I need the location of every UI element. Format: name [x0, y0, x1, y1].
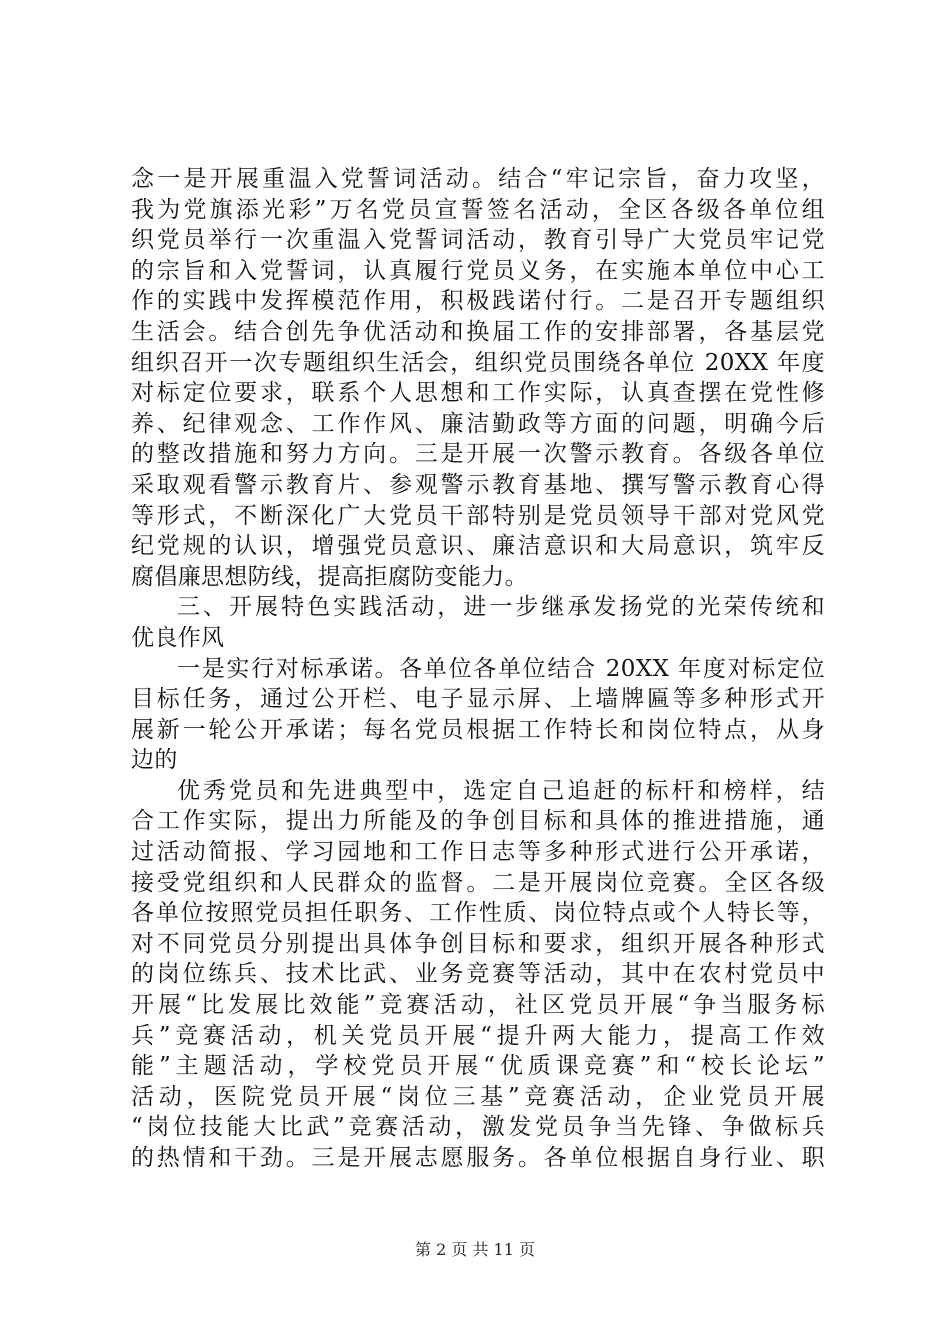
- text-line: 展新一轮公开承诺；每名党员根据工作特长和岗位特点，从身: [131, 716, 825, 743]
- text-line: 我为党旗添光彩”万名党员宣誓签名活动，全区各级各单位组: [131, 196, 825, 223]
- text-line: 对标定位要求，联系个人思想和工作实际，认真查摆在党性修: [131, 380, 825, 407]
- text-line: 合工作实际，提出力所能及的争创目标和具体的推进措施，通: [131, 808, 825, 835]
- section-heading-line: 三、开展特色实践活动，进一步继承发扬党的光荣传统和: [177, 594, 825, 621]
- text-line: 的整改措施和努力方向。三是开展一次警示教育。各级各单位: [131, 441, 825, 468]
- text-line: 接受党组织和人民群众的监督。二是开展岗位竞赛。全区各级: [131, 869, 825, 896]
- text-line: 活动，医院党员开展“岗位三基”竞赛活动，企业党员开展: [131, 1083, 825, 1110]
- text-line: 纪党规的认识，增强党员意识、廉洁意识和大局意识，筑牢反: [131, 533, 825, 560]
- text-line: 的热情和干劲。三是开展志愿服务。各单位根据自身行业、职: [131, 1145, 825, 1171]
- body-text: [131, 164, 825, 1174]
- text-line: 的岗位练兵、技术比武、业务竞赛等活动，其中在农村党员中: [131, 961, 825, 988]
- text-line: 过活动简报、学习园地和工作日志等多种形式进行公开承诺，: [131, 839, 825, 866]
- text-line: 能”主题活动，学校党员开展“优质课竞赛”和“校长论坛”: [131, 1053, 825, 1080]
- text-line: 对不同党员分别提出具体争创目标和要求，组织开展各种形式: [131, 930, 825, 957]
- text-line: 兵”竞赛活动，机关党员开展“提升两大能力，提高工作效: [131, 1022, 825, 1049]
- text-line: 的宗旨和入党誓词，认真履行党员义务，在实施本单位中心工: [131, 257, 825, 284]
- text-line: 腐倡廉思想防线，提高拒腐防变能力。: [131, 563, 528, 590]
- text-line: 边的: [131, 747, 178, 774]
- text-line: 作的实践中发挥模范作用，积极践诺付行。二是召开专题组织: [131, 288, 825, 315]
- text-line: 采取观看警示教育片、参观警示教育基地、撰写警示教育心得: [131, 471, 825, 498]
- text-line: 养、纪律观念、工作作风、廉洁勤政等方面的问题，明确今后: [131, 410, 825, 437]
- text-line: 开展“比发展比效能”竞赛活动，社区党员开展“争当服务标: [131, 992, 825, 1019]
- page-number-footer: 第 2 页 共 11 页: [415, 1240, 535, 1259]
- text-line: 各单位按照党员担任职务、工作性质、岗位特点或个人特长等，: [131, 900, 825, 927]
- text-line: 念一是开展重温入党誓词活动。结合“牢记宗旨，奋力攻坚，: [131, 166, 825, 192]
- text-line: 织党员举行一次重温入党誓词活动，教育引导广大党员牢记党: [131, 227, 825, 254]
- text-line: 等形式，不断深化广大党员干部特别是党员领导干部对党风党: [131, 502, 825, 529]
- text-line: 目标任务，通过公开栏、电子显示屏、上墙牌匾等多种形式开: [131, 686, 825, 713]
- text-line: “岗位技能大比武”竞赛活动，激发党员争当先锋、争做标兵: [131, 1114, 825, 1141]
- text-line: 一是实行对标承诺。各单位各单位结合 20XX 年度对标定位: [177, 655, 825, 682]
- text-line: 组织召开一次专题组织生活会，组织党员围绕各单位 20XX 年度: [131, 349, 825, 376]
- section-heading-line: 优良作风: [131, 624, 225, 651]
- text-line: 生活会。结合创先争优活动和换届工作的安排部署，各基层党: [131, 318, 825, 345]
- text-line: 优秀党员和先进典型中，选定自己追赶的标杆和榜样，结: [177, 777, 825, 804]
